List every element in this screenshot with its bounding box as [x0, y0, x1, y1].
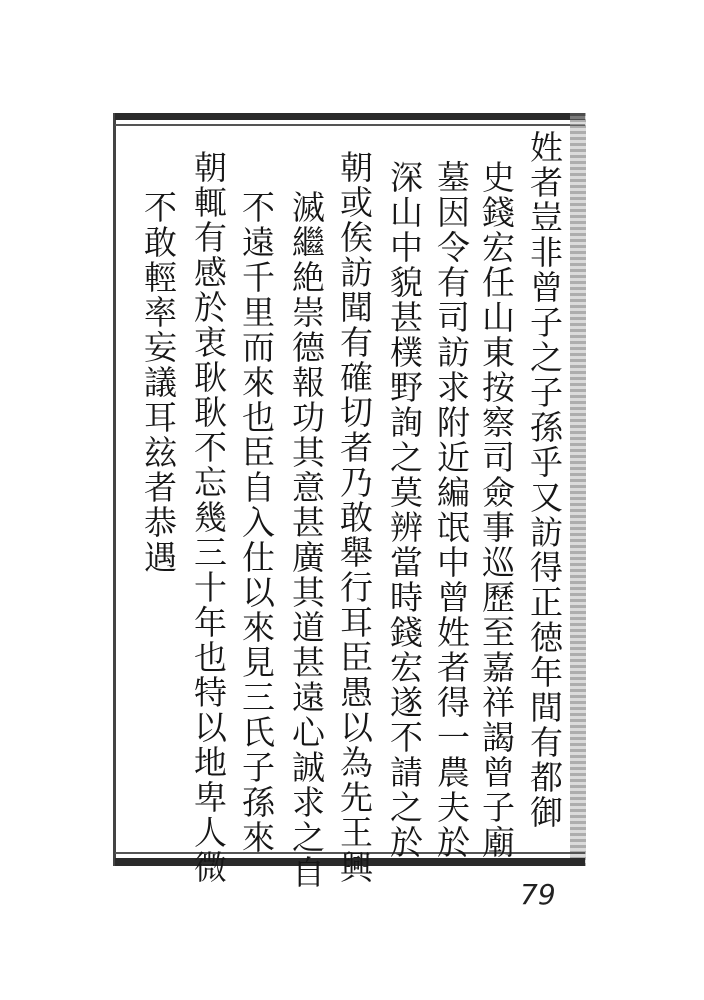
- top-border-line: [115, 113, 585, 120]
- text-column-3: 墓因令有司訪求附近編氓中曾姓者得一農夫於: [432, 160, 471, 860]
- left-border-line: [113, 113, 116, 866]
- text-column-5: 朝或俟訪聞有確切者乃敢舉行耳臣愚以為先王興: [335, 150, 374, 885]
- text-column-6: 滅繼絶崇德報功其意甚廣其道甚遠心誠求之自: [287, 190, 326, 890]
- page-number: 79: [520, 878, 556, 911]
- binding-edge: [570, 113, 586, 866]
- text-column-7: 不遠千里而來也臣自入仕以來見三氏子孫來: [237, 190, 276, 855]
- text-column-8: 朝輒有感於衷耿耿不忘幾三十年也特以地卑人微: [189, 150, 228, 885]
- top-inner-border-line: [115, 124, 585, 126]
- text-column-1: 姓者豈非曾子之子孫乎又訪得正徳年間有都御: [525, 130, 564, 830]
- text-column-9: 不敢輕率妄議耳玆者恭遇: [139, 190, 178, 575]
- text-column-4: 深山中貌甚樸野詢之莫辨當時錢宏遂不請之於: [385, 160, 424, 860]
- text-column-2: 史錢宏任山東按察司僉事巡歷至嘉祥謁曾子廟: [477, 160, 516, 860]
